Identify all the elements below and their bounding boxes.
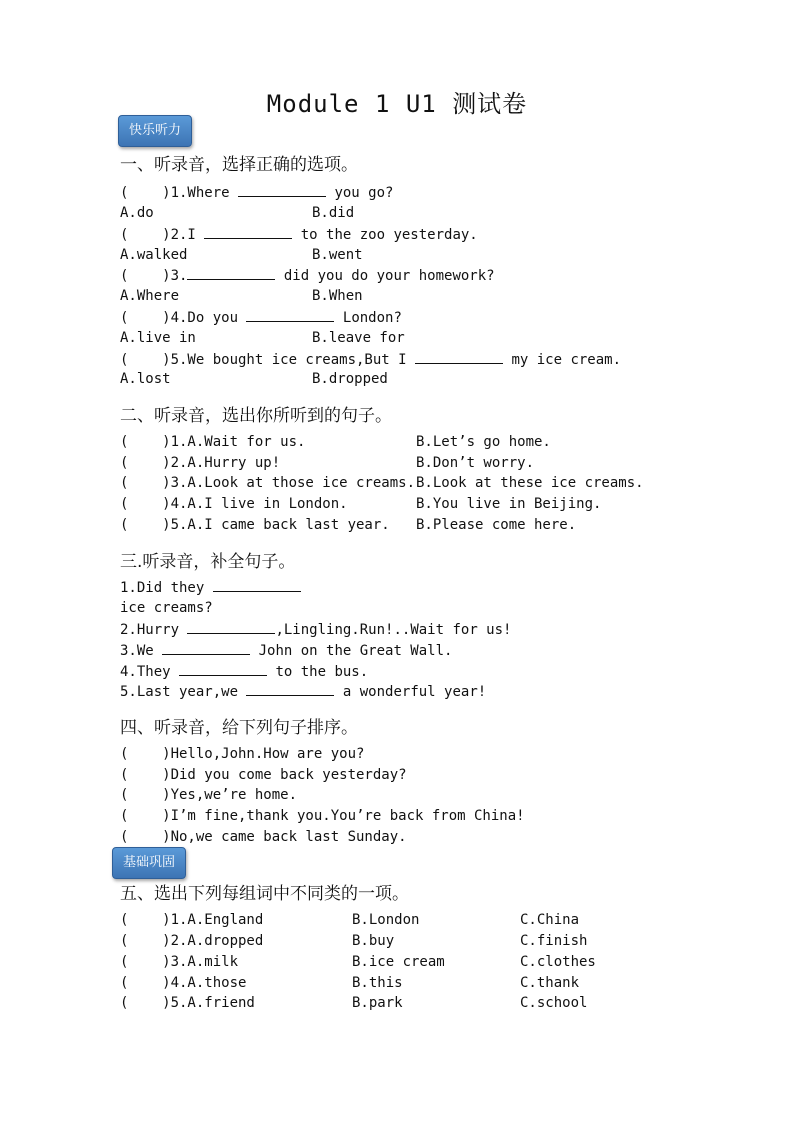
s3-q4: 4.They to the bus. <box>120 664 369 680</box>
s4-item-3: ( )Yes,we’re home. <box>120 787 298 803</box>
s5-q5-option-b: B.park <box>352 995 403 1011</box>
answer-blank[interactable] <box>213 579 301 592</box>
s2-q3-option-b: B.Look at these ice creams. <box>416 475 644 491</box>
s2-q1-option-b: B.Let’s go home. <box>416 434 551 450</box>
s5-q3-option-a: ( )3.A.milk <box>120 954 239 970</box>
answer-blank[interactable] <box>246 309 334 322</box>
section3-heading: 三.听录音，补全句子。 <box>120 552 296 572</box>
s2-q2-option-b: B.Don’t worry. <box>416 455 535 471</box>
s2-q5-option-b: B.Please come here. <box>416 517 577 533</box>
answer-blank[interactable] <box>415 351 503 364</box>
page-title: Module 1 U1 测试卷 <box>266 90 528 118</box>
section5-heading: 五、选出下列每组词中不同类的一项。 <box>120 884 409 904</box>
s1-q4-option-a: A.live in <box>120 330 196 346</box>
s4-item-5: ( )No,we came back last Sunday. <box>120 829 407 845</box>
s3-q1-cont: ice creams? <box>120 600 213 616</box>
s5-q2-option-b: B.buy <box>352 933 395 949</box>
s5-q3-option-c: C.clothes <box>520 954 596 970</box>
s1-q2-option-b: B.went <box>312 247 363 263</box>
s5-q1-option-a: ( )1.A.England <box>120 912 264 928</box>
s2-q4-option-b: B.You live in Beijing. <box>416 496 602 512</box>
s5-q2-option-a: ( )2.A.dropped <box>120 933 264 949</box>
s3-q2: 2.Hurry ,Lingling.Run!..Wait for us! <box>120 622 512 638</box>
s1-q2: ( )2.I to the zoo yesterday. <box>120 227 478 243</box>
s4-item-1: ( )Hello,John.How are you? <box>120 746 365 762</box>
s1-q1-option-a: A.do <box>120 205 154 221</box>
s4-item-4: ( )I’m fine,thank you.You’re back from China! <box>120 808 525 824</box>
s1-q5: ( )5.We bought ice creams,But I my ice cream. <box>120 352 622 368</box>
s3-q5: 5.Last year,we a wonderful year! <box>120 684 487 700</box>
answer-blank[interactable] <box>204 226 292 239</box>
answer-blank[interactable] <box>187 267 275 280</box>
s4-item-2: ( )Did you come back yesterday? <box>120 767 407 783</box>
section1-heading: 一、听录音，选择正确的选项。 <box>120 155 358 175</box>
s5-q1-option-c: C.China <box>520 912 580 928</box>
s5-q5-option-c: C.school <box>520 995 588 1011</box>
s5-q3-option-b: B.ice cream <box>352 954 445 970</box>
s1-q1-option-b: B.did <box>312 205 355 221</box>
basics-badge: 基础巩固 <box>112 847 186 879</box>
s1-q4: ( )4.Do you London? <box>120 310 402 326</box>
answer-blank[interactable] <box>162 642 250 655</box>
s5-q2-option-c: C.finish <box>520 933 588 949</box>
section2-heading: 二、听录音，选出你所听到的句子。 <box>120 406 392 426</box>
s1-q4-option-b: B.leave for <box>312 330 405 346</box>
s2-q1-option-a: ( )1.A.Wait for us. <box>120 434 306 450</box>
answer-blank[interactable] <box>246 683 334 696</box>
s2-q4-option-a: ( )4.A.I live in London. <box>120 496 348 512</box>
listening-badge: 快乐听力 <box>118 115 192 147</box>
s1-q1: ( )1.Where you go? <box>120 185 394 201</box>
s1-q3: ( )3. did you do your homework? <box>120 268 495 284</box>
answer-blank[interactable] <box>187 621 275 634</box>
answer-blank[interactable] <box>238 184 326 197</box>
s5-q4-option-a: ( )4.A.those <box>120 975 247 991</box>
s1-q2-option-a: A.walked <box>120 247 188 263</box>
s5-q5-option-a: ( )5.A.friend <box>120 995 255 1011</box>
s5-q4-option-c: C.thank <box>520 975 580 991</box>
s5-q1-option-b: B.London <box>352 912 420 928</box>
answer-blank[interactable] <box>179 663 267 676</box>
s2-q5-option-a: ( )5.A.I came back last year. <box>120 517 390 533</box>
section4-heading: 四、听录音，给下列句子排序。 <box>120 718 358 738</box>
s5-q4-option-b: B.this <box>352 975 403 991</box>
s1-q3-option-a: A.Where <box>120 288 180 304</box>
s2-q3-option-a: ( )3.A.Look at those ice creams. <box>120 475 416 491</box>
s1-q3-option-b: B.When <box>312 288 363 304</box>
s3-q3: 3.We John on the Great Wall. <box>120 643 453 659</box>
s1-q5-option-a: A.lost <box>120 371 171 387</box>
s2-q2-option-a: ( )2.A.Hurry up! <box>120 455 281 471</box>
s1-q5-option-b: B.dropped <box>312 371 388 387</box>
s3-q1: 1.Did they <box>120 579 301 596</box>
